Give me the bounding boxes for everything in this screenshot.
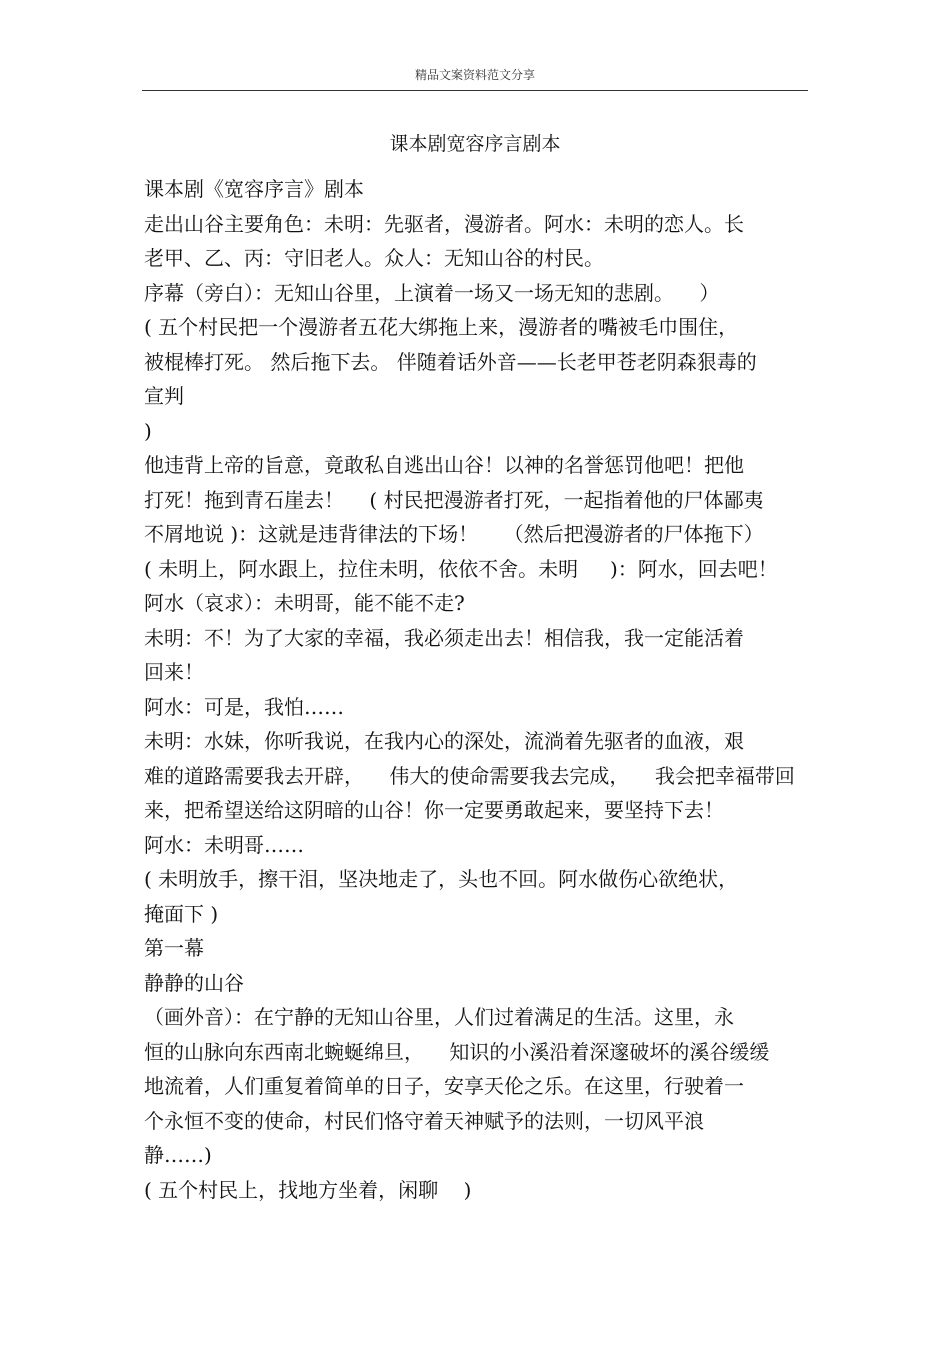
text-line: 阿水（哀求）：未明哥，能不能不走? bbox=[144, 591, 465, 615]
text-line: ( 未明上，阿水跟上，拉住未明，依依不舍。未明 )：阿水，回去吧！ bbox=[144, 556, 778, 581]
document-title: 课本剧宽容序言剧本 bbox=[389, 133, 561, 155]
text-line: ( 未明放手，擦干泪，坚决地走了，头也不回。阿水做伤心欲绝状， bbox=[144, 867, 739, 891]
text-line: 他违背上帝的旨意，竟敢私自逃出山谷！以神的名誉惩罚他吧！把他 bbox=[144, 453, 744, 477]
text-line: 未明：不！为了大家的幸福，我必须走出去！相信我，我一定能活着 bbox=[144, 625, 744, 650]
text-line: 难的道路需要我去开辟， 伟大的使命需要我去完成， 我会把幸福带回 bbox=[144, 763, 795, 788]
text-line: 课本剧《宽容序言》剧本 bbox=[144, 177, 364, 201]
text-line: ) bbox=[144, 418, 152, 443]
page-header: 精品文案资料范文分享 bbox=[414, 68, 535, 82]
text-line: 第一幕 bbox=[144, 936, 204, 960]
document-body bbox=[144, 172, 814, 1207]
text-line: 宣判 bbox=[144, 384, 184, 408]
text-line: 阿水：未明哥…… bbox=[144, 832, 304, 857]
text-line: 打死！拖到青石崖去！ ( 村民把漫游者打死，一起指着他的尸体鄙夷 bbox=[144, 487, 764, 512]
text-line: 地流着，人们重复着简单的日子，安享天伦之乐。在这里，行驶着一 bbox=[144, 1074, 744, 1098]
text-line: （画外音）：在宁静的无知山谷里，人们过着满足的生活。这里，永 bbox=[144, 1005, 734, 1029]
text-line: 静……) bbox=[144, 1143, 212, 1167]
text-line: 恒的山脉向东西南北蜿蜒绵旦， 知识的小溪沿着深邃破坏的溪谷缓缓 bbox=[144, 1039, 770, 1064]
text-line: 个永恒不变的使命，村民们恪守着天神赋予的法则，一切风平浪 bbox=[144, 1108, 704, 1133]
text-line: 阿水：可是，我怕…… bbox=[144, 694, 344, 719]
text-line: 来，把希望送给这阴暗的山谷！你一定要勇敢起来，要坚持下去！ bbox=[144, 798, 724, 822]
text-line: 不屑地说 )：这就是违背律法的下场！ （然后把漫游者的尸体拖下） bbox=[144, 522, 764, 546]
text-line: 老甲、乙、丙：守旧老人。众人：无知山谷的村民。 bbox=[144, 246, 604, 270]
text-line: 走出山谷主要角色：未明：先驱者，漫游者。阿水：未明的恋人。长 bbox=[144, 211, 744, 236]
text-line: 序幕（旁白）：无知山谷里，上演着一场又一场无知的悲剧。 ） bbox=[144, 280, 720, 305]
text-line: 回来！ bbox=[144, 660, 204, 684]
text-line: ( 五个村民上，找地方坐着，闲聊 ) bbox=[144, 1177, 472, 1202]
text-line: 被棍棒打死。 然后拖下去。 伴随着话外音——长老甲苍老阴森狠毒的 bbox=[144, 349, 757, 374]
text-line: 掩面下 ) bbox=[144, 901, 219, 926]
text-line: ( 五个村民把一个漫游者五花大绑拖上来，漫游者的嘴被毛巾围住， bbox=[144, 315, 739, 339]
text-line: 静静的山谷 bbox=[144, 970, 244, 995]
text-line: 未明：水妹，你听我说，在我内心的深处，流淌着先驱者的血液，艰 bbox=[144, 729, 744, 753]
header-divider bbox=[142, 90, 808, 91]
